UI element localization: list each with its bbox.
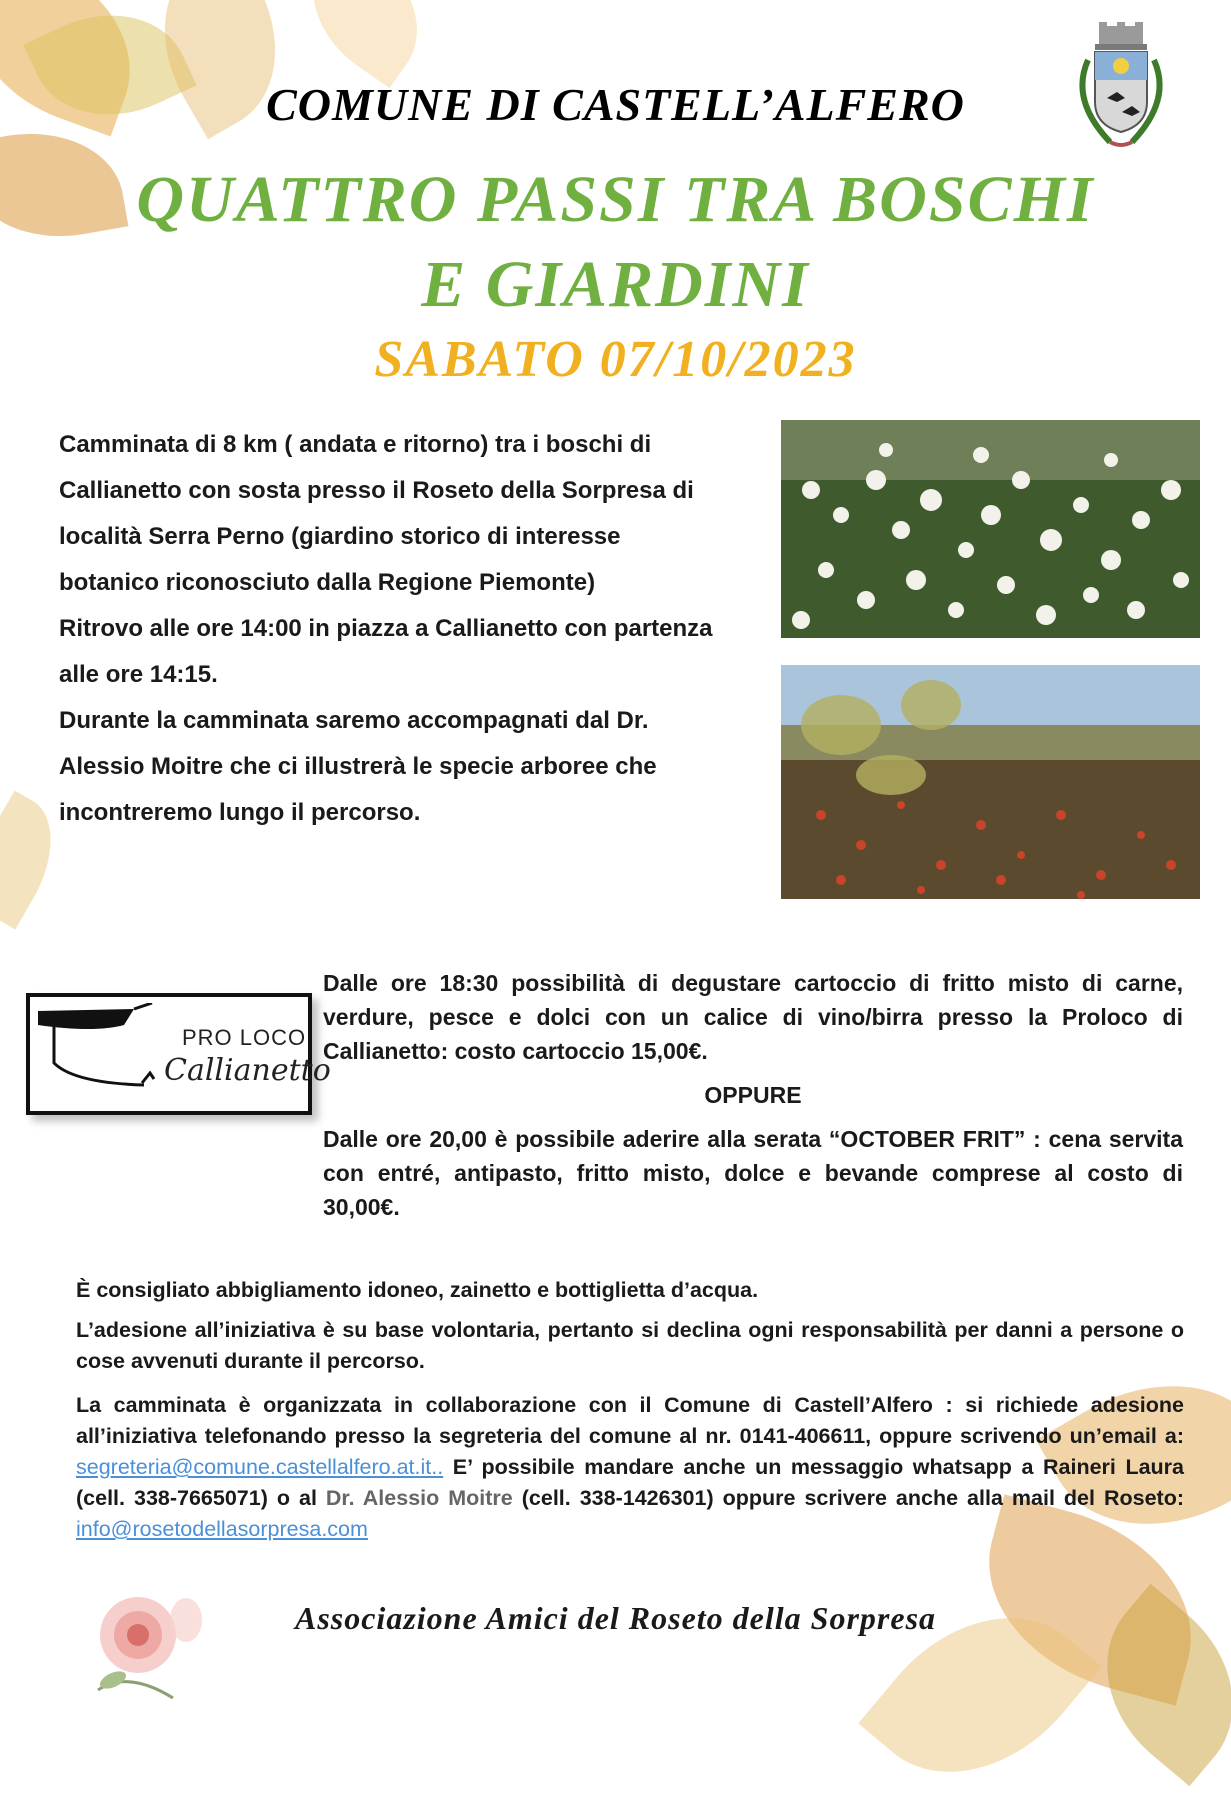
oppure-separator: OPPURE [704, 1082, 802, 1108]
event-title-line-1: QUATTRO PASSI TRA BOSCHI [136, 163, 1095, 236]
note-contact [76, 1390, 1184, 1545]
contact-text-2: E’ possibile mandare anche un messaggio whatsapp a Raineri Laura (cell. 338-7665071) o al [76, 1455, 1184, 1510]
contact-text-1: La camminata è organizzata in collaborazione con il Comune di Castell’Alfero : si richiede adesione all’iniziativa telefonando presso la segreteria del comune al nr. 0141-406611, oppure scrivendo un’email a: [76, 1393, 1184, 1448]
municipality-email-link[interactable]: segreteria@comune.castellalfero.at.it.. [76, 1455, 444, 1479]
leaf-decoration [283, 0, 447, 88]
note-liability [76, 1315, 1184, 1377]
note-clothing [76, 1275, 1184, 1306]
note-clothing-text: È consigliato abbigliamento idoneo, zainetto e bottiglietta d’acqua. [76, 1278, 759, 1302]
event-date: SABATO 07/10/2023 [374, 331, 857, 388]
event-title-line-2: E GIARDINI [421, 248, 810, 321]
pro-loco-label: PRO LOCO [182, 1025, 307, 1050]
pro-loco-logo [26, 993, 331, 1115]
food-option-1 [323, 966, 1183, 1068]
food-paragraph-october-frit: Dalle ore 20,00 è possibile aderire alla serata “OCTOBER FRIT” : cena servita con entré, antipasto, fritto misto, dolce e bevande comprese al costo di 30,00€. [323, 1126, 1183, 1220]
association-signature: Associazione Amici del Roseto della Sorpresa [294, 1600, 937, 1636]
food-paragraph-cartoccio: Dalle ore 18:30 possibilità di degustare cartoccio di fritto misto di carne, verdure, pesce e dolci con un calice di vino/birra presso la Proloco di Callianetto: costo cartoccio 15,00€. [323, 970, 1183, 1064]
pro-loco-name: Callianetto [164, 1053, 331, 1088]
doctor-name: Dr. Alessio Moitre [325, 1486, 513, 1510]
intro-paragraph-walk: Camminata di 8 km ( andata e ritorno) tra i boschi di Callianetto con sosta presso il Roseto della Sorpresa di località Serra Perno (giardino storico di interesse botanico riconosciuto dalla Regione Piemonte) [59, 431, 694, 596]
contact-text-3: (cell. 338-1426301) oppure scrivere anche alla mail del Roseto: [512, 1486, 1184, 1510]
roseto-email-link[interactable]: info@rosetodellasorpresa.com [76, 1517, 368, 1541]
municipality-title: COMUNE DI CASTELL’ALFERO [266, 79, 965, 130]
alpine-hat-icon [34, 1003, 164, 1103]
intro-paragraph-meeting: Ritrovo alle ore 14:00 in piazza a Callianetto con partenza alle ore 14:15. [59, 615, 713, 688]
food-option-2 [323, 1122, 1183, 1224]
intro-text [59, 422, 719, 836]
intro-paragraph-guide: Durante la camminata saremo accompagnati dal Dr. Alessio Moitre che ci illustrerà le specie arboree che incontreremo lungo il percorso. [59, 707, 657, 826]
white-roses-photo [781, 420, 1200, 638]
note-liability-text: L’adesione all’iniziativa è su base volontaria, pertanto si declina ogni responsabilità per danni a persone o cose avvenuti durante il percorso. [76, 1318, 1184, 1373]
rose-hips-photo [781, 665, 1200, 899]
